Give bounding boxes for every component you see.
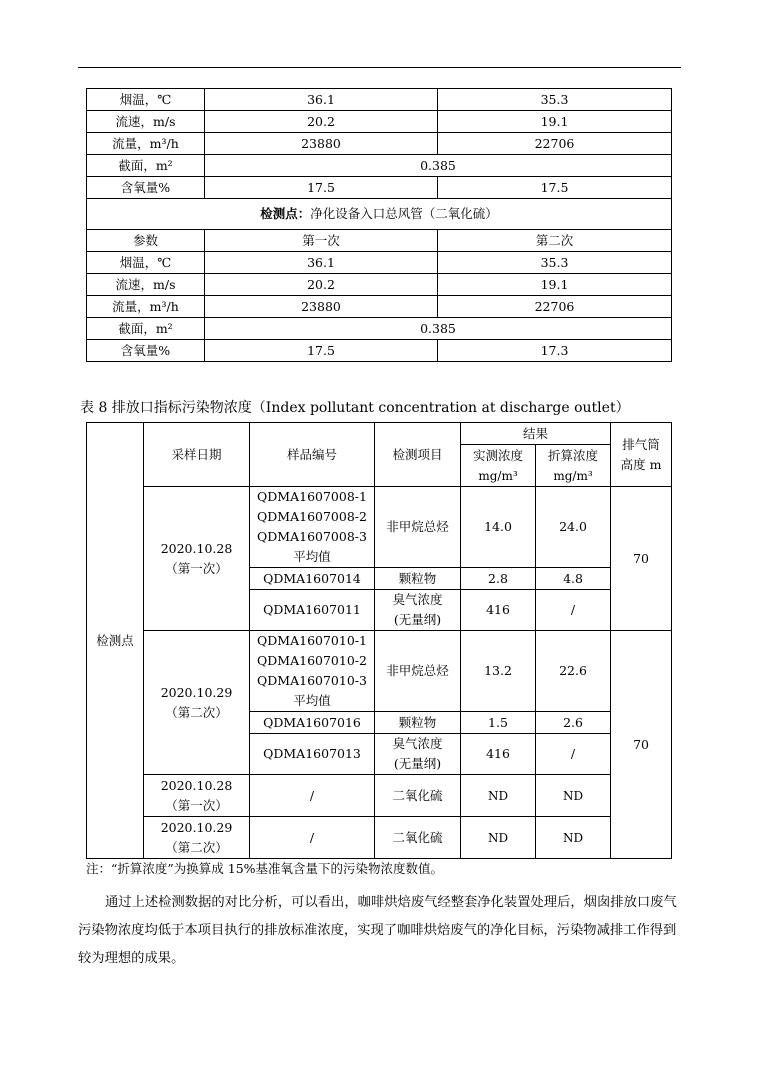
location-cell: 检测点: [87, 423, 144, 859]
measured-cell: ND: [461, 817, 536, 859]
header-stack-line2: 高度 m: [620, 456, 662, 472]
converted-cell: /: [536, 590, 611, 631]
sample-id: QDMA1607010-2: [257, 653, 367, 668]
round: （第一次）: [165, 560, 228, 576]
table-row: [87, 340, 672, 362]
header-first: 第一次: [205, 230, 438, 252]
stack-height-cell: 70: [611, 487, 672, 631]
date: 2020.10.28: [160, 540, 233, 556]
converted-cell: 22.6: [536, 631, 611, 712]
stack-height-cell: 70: [611, 631, 672, 859]
header-measured-unit: mg/m³: [478, 468, 518, 483]
value-cell: 22706: [438, 296, 672, 318]
measured-cell: 416: [461, 734, 536, 775]
header-param: 参数: [87, 230, 205, 252]
sample-cell: [250, 631, 375, 712]
converted-cell: 2.6: [536, 712, 611, 734]
item-cell: 二氧化硫: [375, 817, 461, 859]
header-converted: [536, 445, 611, 487]
sample-id: QDMA1607010-1: [257, 633, 367, 648]
table-row: [87, 487, 672, 568]
value-cell: 17.3: [438, 340, 672, 362]
value-cell: 36.1: [205, 89, 438, 111]
paragraph-line: 通过上述检测数据的对比分析，可以看出，咖啡烘焙废气经整套净化装置处理后，烟囱排放口废气: [105, 895, 677, 910]
converted-cell: ND: [536, 817, 611, 859]
param-cell: 流量，m³/h: [87, 296, 205, 318]
sample-id: 平均值: [293, 693, 331, 708]
sample-cell: QDMA1607014: [250, 568, 375, 590]
sample-id: QDMA1607008-1: [257, 489, 367, 504]
value-cell: 20.2: [205, 111, 438, 133]
measured-cell: 416: [461, 590, 536, 631]
header-rule: [78, 67, 681, 68]
item-line: (无量纲): [393, 612, 442, 627]
paragraph-line: 较为理想的成果。: [78, 951, 185, 966]
value-cell: 19.1: [438, 274, 672, 296]
converted-cell: 4.8: [536, 568, 611, 590]
table-row: [87, 775, 672, 817]
item-line: 臭气浓度: [392, 592, 443, 607]
table-row: [87, 252, 672, 274]
date: 2020.10.29: [160, 684, 233, 700]
item-cell: 非甲烷总烃: [375, 487, 461, 568]
value-cell: 17.5: [205, 177, 438, 199]
sample-cell: QDMA1607013: [250, 734, 375, 775]
table-row: [87, 177, 672, 199]
header-second: 第二次: [438, 230, 672, 252]
header-stack-height: [611, 423, 672, 487]
table-row: [87, 631, 672, 712]
header-converted-unit: mg/m³: [553, 468, 593, 483]
measured-cell: 13.2: [461, 631, 536, 712]
value-cell: 35.3: [438, 89, 672, 111]
table-row: [87, 817, 672, 859]
sample-id: QDMA1607008-3: [257, 529, 367, 544]
sample-cell: QDMA1607016: [250, 712, 375, 734]
table-caption: 表 8 排放口指标污染物浓度（Index pollutant concentration at discharge outlet）: [80, 400, 630, 416]
table-row: [87, 155, 672, 177]
date-cell: [144, 817, 250, 859]
value-cell: 23880: [205, 296, 438, 318]
measured-cell: 1.5: [461, 712, 536, 734]
round: （第二次）: [165, 839, 228, 855]
item-cell: 非甲烷总烃: [375, 631, 461, 712]
header-row: [87, 423, 672, 445]
param-cell: 流量，m³/h: [87, 133, 205, 155]
item-line: 臭气浓度: [392, 736, 443, 751]
section-title-row: [87, 199, 672, 230]
param-cell: 截面，m²: [87, 155, 205, 177]
item-cell: 颗粒物: [375, 712, 461, 734]
paragraph-line: 污染物浓度均低于本项目执行的排放标准浓度，实现了咖啡烘焙废气的净化目标，污染物减排工作得到: [78, 923, 677, 938]
value-cell: 36.1: [205, 252, 438, 274]
header-date: 采样日期: [144, 423, 250, 487]
value-cell: 17.5: [438, 177, 672, 199]
param-cell: 流速，m/s: [87, 111, 205, 133]
header-sample: 样品编号: [250, 423, 375, 487]
value-cell: 35.3: [438, 252, 672, 274]
sample-cell: [250, 487, 375, 568]
item-line: (无量纲): [393, 756, 442, 771]
merged-value-cell: 0.385: [205, 318, 672, 340]
sample-id: 平均值: [293, 549, 331, 564]
section-title: [87, 199, 672, 230]
header-converted-label: 折算浓度: [548, 447, 599, 463]
sample-cell: /: [250, 817, 375, 859]
converted-cell: ND: [536, 775, 611, 817]
round: （第二次）: [165, 704, 228, 720]
table-row: [87, 296, 672, 318]
measured-cell: 14.0: [461, 487, 536, 568]
table-row: [87, 111, 672, 133]
header-row: [87, 230, 672, 252]
table-row: [87, 89, 672, 111]
table-row: [87, 318, 672, 340]
item-cell: [375, 590, 461, 631]
date: 2020.10.28: [160, 777, 233, 793]
param-cell: 含氧量%: [87, 177, 205, 199]
header-measured: [461, 445, 536, 487]
date: 2020.10.29: [160, 819, 233, 835]
value-cell: 22706: [438, 133, 672, 155]
measured-cell: 2.8: [461, 568, 536, 590]
merged-value-cell: 0.385: [205, 155, 672, 177]
item-cell: 二氧化硫: [375, 775, 461, 817]
converted-cell: /: [536, 734, 611, 775]
param-cell: 截面，m²: [87, 318, 205, 340]
sample-id: QDMA1607010-3: [257, 673, 367, 688]
section-text: 净化设备入口总风管（二氧化硫）: [310, 206, 498, 221]
flue-parameters-table: [86, 88, 672, 362]
sample-id: QDMA1607008-2: [257, 509, 367, 524]
round: （第一次）: [165, 797, 228, 813]
date-cell: [144, 487, 250, 631]
table-row: [87, 133, 672, 155]
header-result: 结果: [461, 423, 611, 445]
param-cell: 流速，m/s: [87, 274, 205, 296]
item-cell: [375, 734, 461, 775]
converted-cell: 24.0: [536, 487, 611, 568]
header-measured-label: 实测浓度: [472, 447, 523, 463]
sample-cell: QDMA1607011: [250, 590, 375, 631]
pollutant-concentration-table: [86, 422, 672, 859]
sample-cell: /: [250, 775, 375, 817]
header-stack-line1: 排气筒: [622, 436, 660, 452]
item-cell: 颗粒物: [375, 568, 461, 590]
value-cell: 20.2: [205, 274, 438, 296]
value-cell: 17.5: [205, 340, 438, 362]
date-cell: [144, 775, 250, 817]
param-cell: 含氧量%: [87, 340, 205, 362]
section-label: 检测点：: [260, 206, 311, 221]
measured-cell: ND: [461, 775, 536, 817]
table-row: [87, 274, 672, 296]
value-cell: 23880: [205, 133, 438, 155]
param-cell: 烟温，℃: [87, 252, 205, 274]
param-cell: 烟温，℃: [87, 89, 205, 111]
table-note: 注：“折算浓度”为换算成 15%基准氧含量下的污染物浓度数值。: [86, 861, 444, 876]
value-cell: 19.1: [438, 111, 672, 133]
conclusion-paragraph: [78, 889, 681, 973]
header-item: 检测项目: [375, 423, 461, 487]
date-cell: [144, 631, 250, 775]
